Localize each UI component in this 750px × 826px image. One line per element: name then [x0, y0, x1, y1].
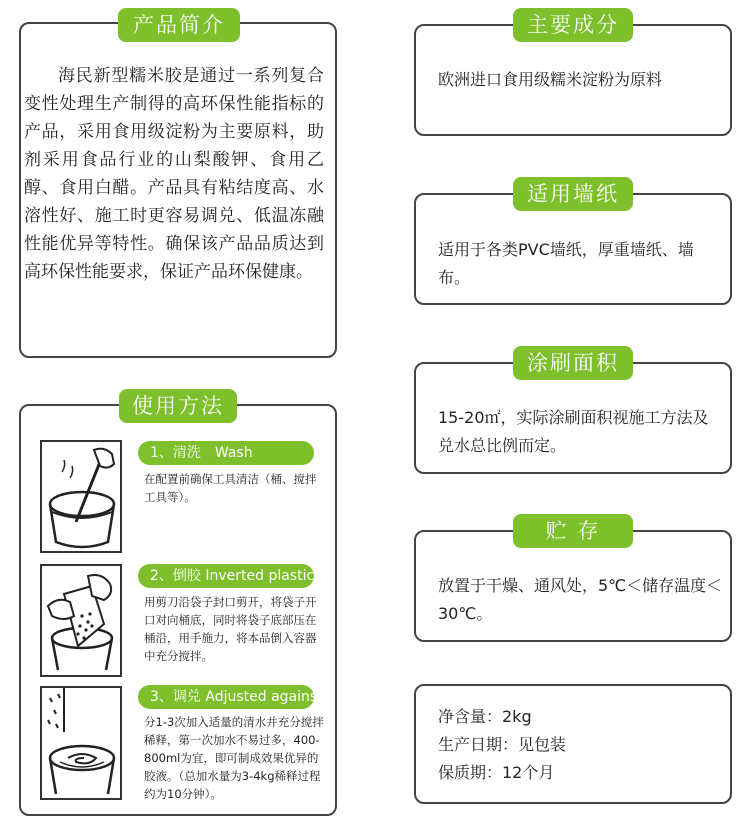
step-3-desc: 分1-3次加入适量的清水并充分搅拌稀释，第一次加水不易过多，400-800ml为宜，即可制成效果优异的胶液。（总加水量为3-4kg稀释过程约为10分钟）。 — [144, 715, 324, 801]
coverage-title: 涂刷面积 — [513, 346, 633, 380]
production-date: 生产日期：见包装 — [438, 735, 567, 754]
net-weight: 净含量：2kg — [438, 707, 532, 726]
usage-title: 使用方法 — [119, 389, 237, 423]
ingredients-text: 欧洲进口食用级糯米淀粉为原料 — [438, 70, 663, 89]
wallpaper-text: 适用于各类PVC墙纸，厚重墙纸、墙布。 — [438, 240, 694, 287]
storage-title: 贮 存 — [513, 514, 633, 548]
step-1-desc: 在配置前确保工具清洁（桶、搅拌工具等）。 — [144, 472, 317, 504]
mix-water-icon — [40, 686, 122, 800]
step-2-title: 2、倒胶 Inverted plastic — [138, 564, 314, 588]
storage-text: 放置于干燥、通风处，5℃＜储存温度＜30℃。 — [438, 576, 723, 623]
coverage-text: 15-20㎡，实际涂刷面积视施工方法及兑水总比例而定。 — [438, 408, 709, 455]
step-3-title: 3、调兑 Adjusted against — [138, 685, 314, 709]
ingredients-title: 主要成分 — [513, 8, 633, 42]
intro-text: 海民新型糯米胶是通过一系列复合变性处理生产制得的高环保性能指标的产品，采用食用级淀粉为主要原料，助剂采用食品行业的山梨酸钾、食用乙醇、食用白醋。产品具有粘结度高、水溶性好、施工时更容易调兑、低温冻融性能优异等特性。确保该产品品质达到高环保性能要求，保证产品环保健康。 — [24, 66, 324, 282]
step-1-title: 1、清洗 Wash — [138, 441, 314, 465]
shelf-life: 保质期：12个月 — [438, 763, 555, 782]
pour-powder-icon — [40, 564, 122, 677]
intro-text-block — [24, 62, 324, 286]
bucket-wash-icon — [40, 440, 122, 553]
step-2-desc: 用剪刀沿袋子封口剪开，将袋子开口对向桶底，同时将袋子底部压在桶沿，用手施力，将本品倒入容器中充分搅拌。 — [144, 595, 317, 663]
intro-title: 产品简介 — [118, 8, 240, 42]
wallpaper-title: 适用墙纸 — [513, 177, 633, 211]
